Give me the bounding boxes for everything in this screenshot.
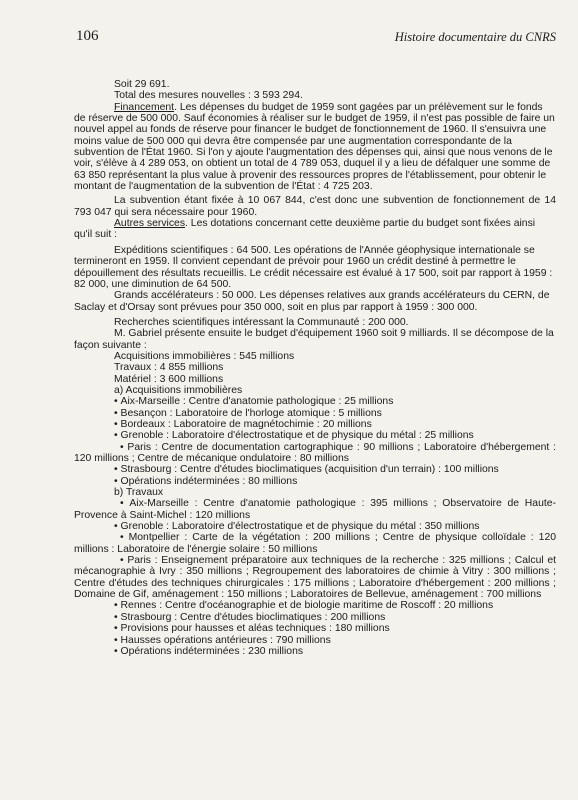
list-item: • Strasbourg : Centre d'études bioclimatiques : 200 millions bbox=[74, 612, 556, 623]
subheading-a: a) Acquisitions immobilières bbox=[114, 384, 243, 396]
running-title: Histoire documentaire du CNRS bbox=[394, 30, 556, 44]
list-item: • Provisions pour hausses et aléas techniques : 180 millions bbox=[74, 623, 556, 634]
list-item: • Bordeaux : Laboratoire de magnétochimie : 20 millions bbox=[74, 419, 556, 430]
text-line-travaux: Travaux : 4 855 millions bbox=[114, 362, 224, 374]
list-item: • Grenoble : Laboratoire d'électrostatique et de physique du métal : 25 millions bbox=[74, 430, 556, 441]
page-header bbox=[76, 28, 556, 48]
page-number: 106 bbox=[76, 28, 99, 44]
paragraph-gabriel: M. Gabriel présente ensuite le budget d'équipement 1960 soit 9 milliards. Il se décompose de la façon suivante : bbox=[74, 328, 554, 351]
paragraph-autres-services bbox=[74, 218, 556, 241]
list-item: • Strasbourg : Centre d'études bioclimatiques (acquisition d'un terrain) : 100 millions bbox=[74, 464, 556, 475]
list-item: • Opérations indéterminées : 230 millions bbox=[74, 646, 556, 657]
text-line-acquisitions: Acquisitions immobilières : 545 millions bbox=[114, 350, 295, 362]
subheading-b: b) Travaux bbox=[114, 487, 164, 499]
list-item: • Rennes : Centre d'océanographie et de biologie maritime de Roscoff : 20 millions bbox=[74, 600, 556, 611]
text-line-materiel: Matériel : 3 600 millions bbox=[114, 373, 224, 385]
financement-text: . Les dépenses du budget de 1959 sont gagées par un prélèvement sur le fonds de réserve de 500 000. Sauf économies à réaliser sur le budget de 1959, il n'est pas possible de faire un nouvel appel au fonds de réserve pour financer le budget de fonctionnement de 1960. Il s'ensuivra une moins value de 500 000 qui devra être compensée par une augmentation correspondante de la subvention de l'État 1960. Si l'on y ajoute l'augmentation des dépenses qui, ainsi que nous venons de le voir, s'élève à 4 289 053, on obtient un total de 4 789 053, duquel il y a lieu de défalquer une somme de 63 850 représentant la plus value à provenir des ressources propres de l'établissement, pour obtenir le montant de l'augmentation de la subvention de l'État : 4 725 203. bbox=[74, 101, 555, 193]
autres-services-text: . Les dotations concernant cette deuxième partie du budget sont fixées ainsi qu'il suit : bbox=[74, 218, 536, 241]
list-item: • Grenoble : Laboratoire d'électrostatique et de physique du métal : 350 millions bbox=[74, 521, 556, 532]
list-item: • Paris : Enseignement préparatoire aux techniques de la recherche : 325 millions ; Calcul et mécanographie à Ivry : 350 millions ; Regroupement des laboratoires de chimie à Vitry : 300 millions ; Centre d'études des techniques chirurgicales : 175 millions ; Laboratoire d'hébergement : 200 millions ; Domaine de Gif, aménagement : 150 millions ; Laboratoires de Bellevue, aménagement : 700 millions bbox=[74, 555, 556, 600]
paragraph-expeditions: Expéditions scientifiques : 64 500. Les opérations de l'Année géophysique internationale se termineront en 1959. Il convient cependant de prévoir pour 1960 un crédit destiné à permettre le dépouillement des résultats recueillis. Le crédit nécessaire est évalué à 17 500, soit par rapport à 1959 : 82 000, une diminution de 64 500. bbox=[74, 244, 553, 290]
financement-heading: Financement bbox=[114, 101, 175, 113]
paragraph-subvention: La subvention étant fixée à 10 067 844, c'est donc une subvention de fonctionnement de 14 793 047 qui sera nécessaire pour 1960. bbox=[74, 195, 556, 218]
list-item: • Aix-Marseille : Centre d'anatomie pathologique : 395 millions ; Observatoire de Haute-Provence à Saint-Michel : 120 millions bbox=[74, 498, 556, 521]
list-item: • Paris : Centre de documentation cartographique : 90 millions ; Laboratoire d'hébergement : 120 millions ; Centre de mécanique ondulatoire : 80 millions bbox=[74, 442, 556, 465]
autres-services-heading: Autres services bbox=[114, 218, 186, 230]
list-item: • Besançon : Laboratoire de l'horloge atomique : 5 millions bbox=[74, 408, 556, 419]
list-item: • Hausses opérations antérieures : 790 millions bbox=[74, 635, 556, 646]
paragraph-accelerateurs: Grands accélérateurs : 50 000. Les dépenses relatives aux grands accélérateurs du CERN, de Saclay et d'Orsay sont prévues pour 350 000, soit en plus par rapport à 1959 : 300 000. bbox=[74, 290, 550, 313]
paragraph-recherches: Recherches scientifiques intéressant la Communauté : 200 000. bbox=[114, 316, 409, 328]
body-text bbox=[74, 79, 556, 657]
list-item: • Opérations indéterminées : 80 millions bbox=[74, 476, 556, 487]
list-item: • Aix-Marseille : Centre d'anatomie pathologique : 25 millions bbox=[74, 396, 556, 407]
text-line-soit: Soit 29 691. bbox=[114, 79, 170, 90]
paragraph-financement bbox=[74, 102, 556, 193]
list-item: • Montpellier : Carte de la végétation : 200 millions ; Centre de physique colloïdale : 120 millions : Laboratoire de l'énergie solaire : 50 millions bbox=[74, 532, 556, 555]
text-line-total: Total des mesures nouvelles : 3 593 294. bbox=[114, 90, 303, 102]
